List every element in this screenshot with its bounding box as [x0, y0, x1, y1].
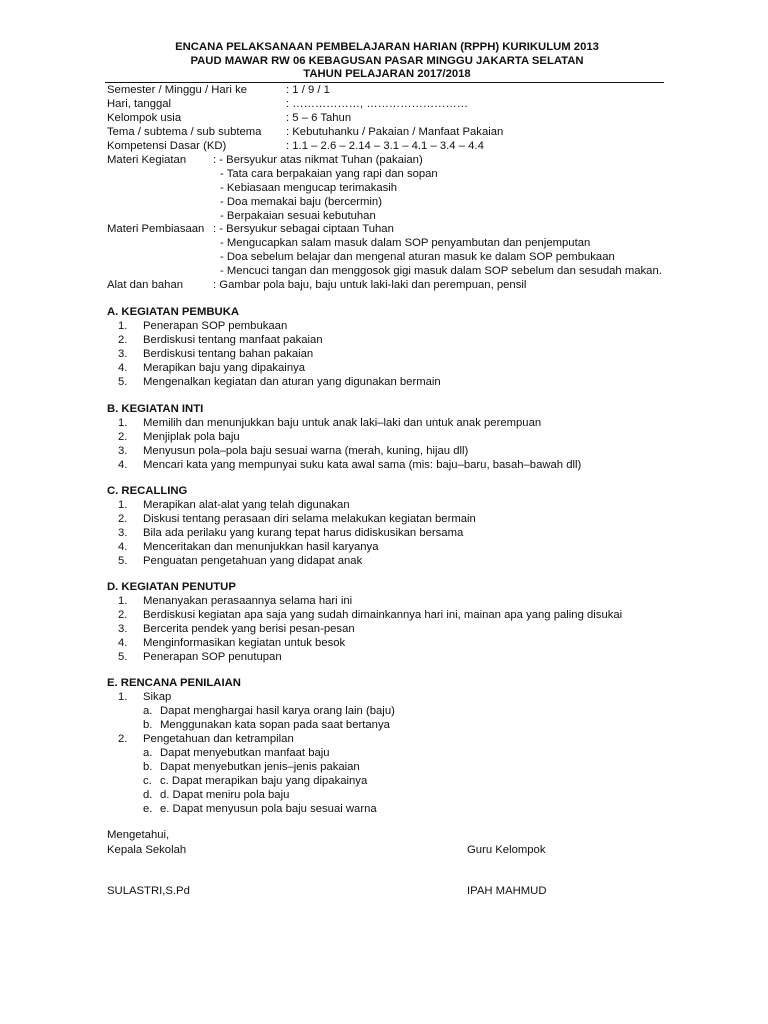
sub-list-item: d. Dapat meniru pola baju [160, 789, 290, 801]
list-number: 4. [118, 541, 128, 553]
list-number: 2. [118, 733, 128, 745]
materi-kegiatan-label: Materi Kegiatan [107, 154, 187, 166]
info-label: Kelompok usia [107, 112, 182, 124]
materi-pembiasaan-label: Materi Pembiasaan [107, 223, 205, 235]
materi-pembiasaan-item: : - Bersyukur sebagai ciptaan Tuhan [213, 223, 394, 235]
kepala-sekolah-name: SULASTRI,S.Pd [107, 885, 190, 897]
list-item: Berdiskusi kegiatan apa saja yang sudah dimainkannya hari ini, mainan apa yang paling disukai [143, 609, 623, 621]
header-school: PAUD MAWAR RW 06 KEBAGUSAN PASAR MINGGU JAKARTA SELATAN [190, 54, 584, 67]
info-label: Hari, tanggal [107, 98, 172, 110]
list-number: 1. [118, 499, 128, 511]
list-item: Menyusun pola–pola baju sesuai warna (merah, kuning, hijau dll) [143, 445, 469, 457]
list-item: Menginformasikan kegiatan untuk besok [143, 637, 346, 649]
info-value: : Kebutuhanku / Pakaian / Manfaat Pakaian [286, 126, 504, 138]
info-label: Semester / Minggu / Hari ke [107, 84, 248, 96]
list-item: Penerapan SOP penutupan [143, 651, 282, 663]
list-item: Berdiskusi tentang manfaat pakaian [143, 334, 323, 346]
materi-kegiatan-item: - Kebiasaan mengucap terimakasih [220, 182, 398, 194]
sub-list-letter: c. [143, 775, 152, 787]
guru-kelompok-name: IPAH MAHMUD [467, 885, 547, 897]
guru-kelompok-title: Guru Kelompok [467, 844, 546, 856]
materi-kegiatan-item: : - Bersyukur atas nikmat Tuhan (pakaian) [213, 154, 423, 166]
section-e-title: E. RENCANA PENILAIAN [107, 677, 241, 689]
sub-list-letter: b. [143, 761, 153, 773]
list-number: 1. [118, 417, 128, 429]
header-title: ENCANA PELAKSANAAN PEMBELAJARAN HARIAN (RPPH) KURIKULUM 2013 [175, 41, 599, 53]
section-b-title: B. KEGIATAN INTI [107, 403, 204, 415]
list-item: Sikap [143, 691, 172, 703]
materi-kegiatan-item: - Tata cara berpakaian yang rapi dan sopan [220, 168, 438, 180]
list-item: Bila ada perilaku yang kurang tepat harus didiskusikan bersama [143, 527, 464, 539]
list-item: Diskusi tentang perasaan diri selama melakukan kegiatan bermain [143, 513, 476, 525]
section-a-title: A. KEGIATAN PEMBUKA [107, 306, 240, 318]
list-item: Penguatan pengetahuan yang didapat anak [143, 555, 363, 567]
list-number: 3. [118, 623, 128, 635]
sub-list-letter: d. [143, 789, 153, 801]
list-item: Berdiskusi tentang bahan pakaian [143, 348, 314, 360]
list-item: Penerapan SOP pembukaan [143, 320, 288, 332]
materi-pembiasaan-item: - Mencuci tangan dan menggosok gigi masuk dalam SOP sebelum dan sesudah makan. [220, 265, 662, 277]
list-number: 2. [118, 513, 128, 525]
materi-pembiasaan-item: - Doa sebelum belajar dan mengenal aturan masuk ke dalam SOP pembukaan [220, 251, 615, 263]
list-item: Pengetahuan dan ketrampilan [143, 733, 294, 745]
materi-pembiasaan-item: - Mengucapkan salam masuk dalam SOP penyambutan dan penjemputan [220, 237, 591, 249]
sub-list-letter: a. [143, 747, 153, 759]
list-number: 4. [118, 362, 128, 374]
info-label: Kompetensi Dasar (KD) [107, 140, 227, 152]
sub-list-item: Menggunakan kata sopan pada saat bertanya [160, 719, 390, 731]
list-number: 5. [118, 555, 128, 567]
list-number: 1. [118, 691, 128, 703]
section-d-title: D. KEGIATAN PENUTUP [107, 581, 236, 593]
sub-list-letter: e. [143, 803, 153, 815]
sub-list-item: Dapat menyebutkan manfaat baju [160, 747, 330, 759]
list-item: Merapikan alat-alat yang telah digunakan [143, 499, 350, 511]
list-item: Menanyakan perasaannya selama hari ini [143, 595, 353, 607]
sub-list-item: Dapat menghargai hasil karya orang lain (baju) [160, 705, 395, 717]
list-item: Mencari kata yang mempunyai suku kata awal sama (mis: baju–baru, basah–bawah dll) [143, 459, 582, 471]
list-number: 3. [118, 527, 128, 539]
list-number: 1. [118, 595, 128, 607]
list-number: 4. [118, 459, 128, 471]
info-value: : 5 – 6 Tahun [286, 112, 352, 124]
alat-bahan-label: Alat dan bahan [107, 279, 184, 291]
materi-kegiatan-item: - Berpakaian sesuai kebutuhan [220, 210, 376, 222]
list-number: 2. [118, 609, 128, 621]
list-number: 5. [118, 651, 128, 663]
list-number: 1. [118, 320, 128, 332]
info-value: : 1.1 – 2.6 – 2.14 – 3.1 – 4.1 – 3.4 – 4.4 [286, 140, 484, 152]
list-number: 2. [118, 334, 128, 346]
list-number: 3. [118, 348, 128, 360]
list-item: Menjiplak pola baju [143, 431, 240, 443]
header-year: TAHUN PELAJARAN 2017/2018 [303, 68, 471, 81]
sub-list-letter: b. [143, 719, 153, 731]
info-value: : 1 / 9 / 1 [286, 84, 330, 96]
list-number: 4. [118, 637, 128, 649]
section-c-title: C. RECALLING [107, 485, 188, 497]
sub-list-item: Dapat menyebutkan jenis–jenis pakaian [160, 761, 360, 773]
list-number: 5. [118, 376, 128, 388]
list-item: Bercerita pendek yang berisi pesan-pesan [143, 623, 355, 635]
list-item: Merapikan baju yang dipakainya [143, 362, 306, 374]
sub-list-item: e. Dapat menyusun pola baju sesuai warna [160, 803, 377, 815]
materi-kegiatan-item: - Doa memakai baju (bercermin) [220, 196, 382, 208]
list-number: 3. [118, 445, 128, 457]
document-header [107, 41, 667, 82]
sub-list-item: c. Dapat merapikan baju yang dipakainya [160, 775, 368, 787]
info-label: Tema / subtema / sub subtema [107, 126, 262, 138]
alat-bahan-value: : Gambar pola baju, baju untuk laki-laki dan perempuan, pensil [213, 279, 527, 291]
sub-list-letter: a. [143, 705, 153, 717]
mengetahui-text: Mengetahui, [107, 829, 170, 841]
list-item: Menceritakan dan menunjukkan hasil karyanya [143, 541, 379, 553]
list-number: 2. [118, 431, 128, 443]
list-item: Memilih dan menunjukkan baju untuk anak laki–laki dan untuk anak perempuan [143, 417, 542, 429]
list-item: Mengenalkan kegiatan dan aturan yang digunakan bermain [143, 376, 441, 388]
kepala-sekolah-title: Kepala Sekolah [107, 844, 187, 856]
info-value: : ………………, ……………………… [286, 98, 469, 110]
